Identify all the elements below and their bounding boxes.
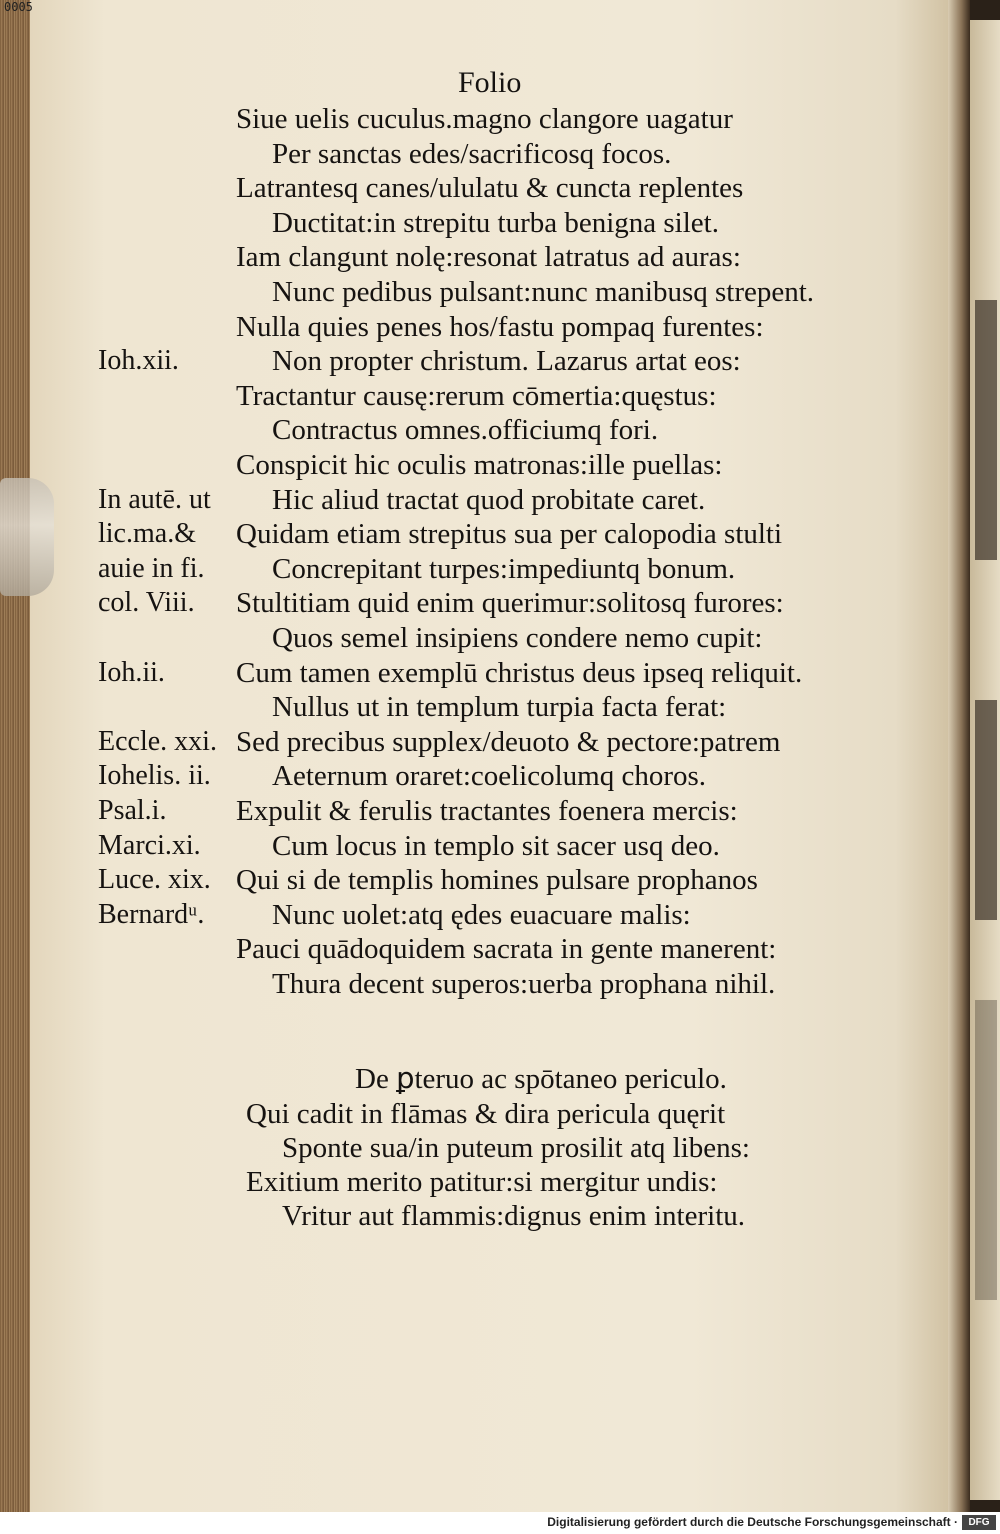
marginal-note: Eccle. xxi.: [98, 725, 217, 757]
verse-text: Sed precibus supplex/deuoto & pectore:patrem: [236, 725, 781, 758]
verse-line: [0, 380, 940, 415]
verse-text: Vritur aut flammis:dignus enim interitu.: [282, 1200, 745, 1232]
verse-text: Aeternum oraret:coelicolumq choros.: [272, 760, 707, 793]
verse-text: Quos semel insipiens condere nemo cupit:: [272, 622, 763, 654]
facing-page-woodcut: [975, 700, 997, 920]
verse-text: Conspicit hic oculis matronas:ille puellas:: [236, 449, 723, 481]
verse-text: Latrantesq canes/ululatu & cuncta replentes: [236, 172, 744, 205]
verse-text: Iam clangunt nolę:resonat latratus ad auras:: [236, 241, 741, 274]
verse-text: Nulla quies penes hos/fastu pompaq furentes:: [236, 310, 764, 343]
verse-line: [0, 518, 940, 553]
verse-line: [0, 899, 940, 934]
marginal-note: Psal.i.: [98, 795, 167, 826]
marginal-note: Bernardᵘ.: [98, 898, 205, 930]
verse-line: [0, 726, 940, 761]
verse-text: Non propter christum. Lazarus artat eos:: [272, 345, 741, 378]
marginal-note: Iohelis. ii.: [98, 760, 211, 792]
verse-line: [0, 172, 940, 207]
verse-text: Pauci quādoquidem sacrata in gente manerent:: [236, 933, 777, 966]
section-verse-line: [0, 1132, 940, 1167]
marginal-note: Ioh.ii.: [98, 656, 165, 688]
corner-signature: 0005: [4, 0, 33, 14]
verse-line: [0, 553, 940, 588]
verse-line: [0, 138, 940, 173]
verse-text: Ductitat:in strepitu turba benigna silet.: [272, 206, 719, 239]
verse-text: Exitium merito patitur:si mergitur undis:: [246, 1166, 718, 1198]
verse-text: Quidam etiam strepitus sua per calopodia stulti: [236, 518, 783, 551]
marginal-note: auie in fi.: [98, 552, 205, 584]
section-verse-line: [0, 1166, 940, 1201]
section-title: De ꝑteruo ac spōtaneo periculo.: [355, 1063, 727, 1095]
verse-line: [0, 103, 940, 138]
facing-page-woodcut: [975, 300, 997, 560]
verse-text: Qui cadit in flāmas & dira pericula quęrit: [246, 1098, 726, 1130]
marginal-note: Luce. xix.: [98, 864, 211, 896]
verse-text: Qui si de templis homines pulsare prophanos: [236, 864, 758, 897]
verse-text: Concrepitant turpes:impediuntq bonum.: [272, 552, 736, 585]
verse-line: [0, 968, 940, 1003]
verse-line: [0, 864, 940, 899]
verse-line: [0, 622, 940, 657]
verse-text: Stultitiam quid enim querimur:solitosq furores:: [236, 587, 784, 620]
verse-line: [0, 484, 940, 519]
verse-line: [0, 449, 940, 484]
marginal-note: Ioh.xii.: [98, 345, 179, 377]
verse-line: [0, 657, 940, 692]
verse-line: [0, 587, 940, 622]
verse-text: Per sanctas edes/sacrificosq focos.: [272, 137, 672, 170]
verse-line: [0, 691, 940, 726]
verse-line: [0, 414, 940, 449]
marginal-note: col. Viii.: [98, 587, 195, 619]
section-verse-line: [0, 1200, 940, 1235]
verse-text: Contractus omnes.officiumq fori.: [272, 414, 659, 447]
verse-line: [0, 276, 940, 311]
marginal-note: Marci.xi.: [98, 829, 201, 861]
verse-text: Siue uelis cuculus.magno clangore uagatur: [236, 103, 733, 135]
verse-line: [0, 311, 940, 346]
dfg-logo: DFG: [962, 1515, 996, 1530]
verse-text: Hic aliud tractat quod probitate caret.: [272, 483, 706, 516]
marginal-note: lic.ma.&: [98, 518, 196, 550]
verse-line: [0, 933, 940, 968]
verse-text: Thura decent superos:uerba prophana nihil.: [272, 968, 776, 1000]
verse-text: Nunc pedibus pulsant:nunc manibusq strepent.: [272, 276, 815, 308]
verse-line: [0, 207, 940, 242]
section-verse-line: [0, 1098, 940, 1133]
verse-line: [0, 241, 940, 276]
verse-text: Tractantur causę:rerum cōmertia:quęstus:: [236, 379, 717, 412]
verse-line: [0, 830, 940, 865]
verse-line: [0, 760, 940, 795]
verse-text: Sponte sua/in puteum prosilit atq libens:: [282, 1132, 750, 1164]
verse-text: Nullus ut in templum turpia facta ferat:: [272, 691, 727, 724]
page-heading: Folio: [458, 66, 522, 99]
digitization-footer: [0, 1512, 1000, 1534]
verse-text: Cum tamen exemplū christus deus ipseq reliquit.: [236, 656, 803, 689]
funding-credit: Digitalisierung gefördert durch die Deutsche Forschungsgemeinschaft ·: [547, 1515, 958, 1529]
verse-line: [0, 345, 940, 380]
marginal-note: In autē. ut: [98, 483, 211, 515]
book-gutter: [948, 0, 970, 1512]
verse-text: Expulit & ferulis tractantes foenera mercis:: [236, 795, 738, 827]
facing-page-text: [975, 1000, 997, 1300]
verse-line: [0, 795, 940, 830]
verse-text: Cum locus in templo sit sacer usq deo.: [272, 829, 720, 862]
verse-text: Nunc uolet:atq ędes euacuare malis:: [272, 898, 691, 931]
